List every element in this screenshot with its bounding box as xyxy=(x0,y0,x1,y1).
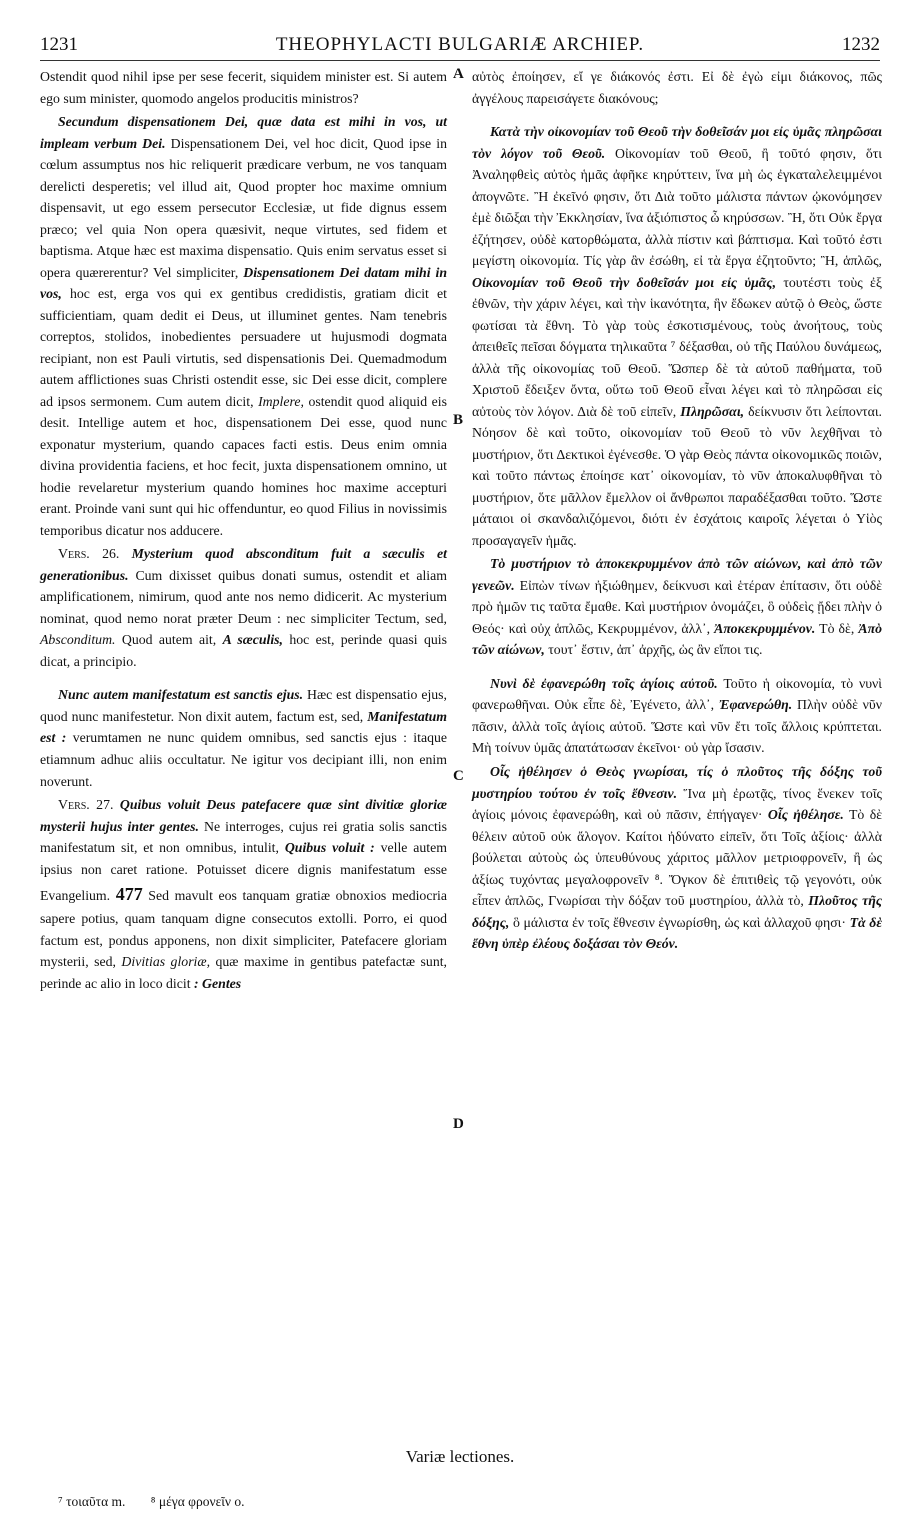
latin-text: Ne interroges, cujus rei gratia solis sanctis manifestatum sit, et non omnibus, intulit, xyxy=(40,818,447,856)
margin-letter-d: D xyxy=(453,1116,464,1132)
greek-paragraph xyxy=(472,673,882,759)
running-title: THEOPHYLACTI BULGARIÆ ARCHIEP. xyxy=(275,34,645,55)
latin-lemma: Dispensationem Dei datam mihi in vos, xyxy=(40,264,448,302)
latin-paragraph xyxy=(40,684,447,792)
latin-text: quæ maxime in gentibus patefactæ sunt, perinde ac alio in loco dicit xyxy=(40,954,447,991)
page-number-left: 1231 xyxy=(40,34,78,55)
latin-emphasis: Divitias gloriæ, xyxy=(121,954,211,970)
greek-paragraph xyxy=(472,553,882,661)
greek-text: Τὸ δὲ, xyxy=(815,620,859,636)
greek-lemma: Πλοῦτος τῆς δόξης, xyxy=(472,893,882,930)
greek-lemma: Τὸ μυστήριον τὸ ἀποκεκρυμμένον ἀπὸ τῶν αἰώνων, καὶ ἀπὸ τῶν γενεῶν. xyxy=(472,556,882,593)
greek-lemma: Ἀποκεκρυμμένον. xyxy=(714,620,816,636)
latin-text: Ostendit quod nihil ipse per sese fecerit, siquidem minister est. Si autem ego sum minister, quomodo angelos producitis ministros? xyxy=(40,69,447,106)
latin-text: ostendit quod aliquid eis desit. Intellige autem et hoc, dispensationem Dei esse, quod nunc exponatur mysterium, quando capaces facti estis. Deus enim omnia divina providentia faciens, et hoc fecit, juxta dispensationem omnino, ut hodie revelaretur mysterium quando homines hoc maxime accepturi erant. Proinde vani sunt qui hic offenduntur, eo quod Filius in novissimis temporibus dicatur nos adducere. xyxy=(40,393,447,538)
greek-text: ὃ μάλιστα ἐν τοῖς ἔθνεσιν ἐγνωρίσθη, ὡς καὶ ἀλλαχοῦ φησι· xyxy=(509,914,850,930)
greek-text: Εἰπὼν τίνων ἠξιώθημεν, δείκνυσι καὶ ἑτέραν ἐπίτασιν, ὅτι οὐδὲ πρὸ ἡμῶν τις ταῦτα ἔμαθε. Καὶ μυστήριον ὀνομάζει, ὃ οὐδεὶς ᾔδει πλὴν ὁ Θεός· καὶ οὐχ ἁπλῶς, Κεκρυμμένον, ἀλλ᾽, xyxy=(472,577,882,636)
greek-column xyxy=(472,66,882,957)
greek-lemma: Τὰ δὲ ἔθνη ὑπὲρ ἐλέους δοξάσαι τὸν Θεόν. xyxy=(472,914,882,952)
margin-letter-a: A xyxy=(453,66,464,82)
latin-column xyxy=(40,66,447,996)
latin-lemma: Quibus voluit Deus patefacere quæ sint divitiæ gloriæ mysterii hujus inter gentes. xyxy=(40,797,447,834)
greek-lemma: Οἷς ἠθέλησεν ὁ Θεὸς γνωρίσαι, τίς ὁ πλοῦτος τῆς δόξης τοῦ μυστηρίου τούτου ἐν τοῖς ἔθνεσιν. xyxy=(472,763,882,801)
greek-lemma: Νυνὶ δὲ ἐφανερώθη τοῖς ἁγίοις αὐτοῦ. xyxy=(490,675,718,691)
greek-lemma: Ἐφανερώθη. xyxy=(718,697,793,713)
greek-lemma: Οἰκονομίαν τοῦ Θεοῦ τὴν δοθεῖσάν μοι εἰς ὑμᾶς, xyxy=(472,274,777,290)
latin-text: Cum dixisset quibus donati sumus, ostendit et aliam amplificationem, nimirum, quod ante nos nemo didicerit. Ac mysterium nominat, quod nemo norat præter Deum : nec simpliciter Tectum, sed, xyxy=(40,567,447,626)
greek-text: τουτέστι τοὺς ἐξ ἐθνῶν, τὴν χάριν λέγει, καὶ τὴν ἱκανότητα, ἣν ἔδωκεν αὐτῷ ὁ Θεὸς, ὥστε φωτίσαι τὰ ἔθνη. Τὸ γὰρ τοὺς ἐσκοτισμένους, τοὺς ἀνοήτους, τοὺς ἀπειθεῖς πεῖσαι δόγματα τηλικαῦτα ⁷ δέξασθαι, οὐ τῆς Παύλου δυνάμεως, ἀλλὰ τῆς οἰκονομίας τοῦ Θεοῦ. Ὥσπερ δὲ τὰ αὐτοῦ παθήματα, τοῦ Χριστοῦ ἔδειξεν ὄντα, οὕτω τοῦ Θεοῦ εἶναι λέγει καὶ τὸ πληρῶσαι εἰς αὐτοὺς τὸν λόγον. Διὰ δὲ τοῦ εἰπεῖν, xyxy=(472,274,882,419)
greek-text: τουτ᾽ ἔστιν, ἀπ᾽ ἀρχῆς, ὡς ἂν εἴποι τις. xyxy=(544,642,763,658)
greek-lemma: Πληρῶσαι, xyxy=(680,403,745,419)
greek-text: δείκνυσιν ὅτι λείπονται. Νόησον δὲ καὶ τοῦτο, οἰκονομίαν τοῦ Θεοῦ τὸ νῦν λεχθῆναι τὸ μυστήριον, ὅτι Δεκτικοὶ ἐγένεσθε. Ὁ γὰρ Θεὸς πάντα οἰκονομικῶς ποιῶν, καὶ τοῦτο πάντως ἐποίησε κατ᾽ οἰκονομίαν, τὸ νῦν ἀποκαλυφθῆναι τὸ μυστήριον, ὅτε μᾶλλον ἔμελλον οἱ ἄνθρωποι παραδέξασθαι τοῦτο. Ὥστε μάταιοι οἱ σκανδαλιζόμενοι, διότι ἐν ἐσχάτοις καιροῖς λέγεται ὁ Υἱὸς προσαγαγεῖν ἡμᾶς. xyxy=(472,403,882,548)
page-number-right: 1232 xyxy=(842,34,880,55)
greek-text: Τοῦτο ἡ οἰκονομία, τὸ νυνὶ φανερωθῆναι. Οὐκ εἶπε δὲ, Ἐγένετο, ἀλλ᾽, xyxy=(472,675,882,713)
latin-text: hoc est, perinde quasi quis dicat, a principio. xyxy=(40,632,447,669)
latin-text: verumtamen ne nunc quidem omnibus, sed sanctis ejus : itaque etiamnum adhuc aliis occultatur. Ne igitur vos decipiant illi, non enim noverunt. xyxy=(40,730,447,789)
greek-text: αὐτὸς ἐποίησεν, εἴ γε διάκονός ἐστι. Εἰ δὲ ἐγὼ εἰμι διάκονος, πῶς ἀγγέλους παρεισάγετε διακόνους; xyxy=(472,69,882,106)
greek-paragraph xyxy=(472,761,882,955)
latin-lemma: Secundum dispensationem Dei, quæ data est mihi in vos, ut impleam verbum Dei. xyxy=(40,114,447,151)
greek-text: Οἰκονομίαν τοῦ Θεοῦ, ἢ τοῦτό φησιν, ὅτι Ἀναληφθεὶς αὐτὸς ἡμᾶς ἀφῆκε κηρύττειν, ἵνα μὴ ὡς ἐγκαταλελειμμένοι ἀπογνῶτε. Ἢ ἐκεῖνό φησιν, ὅτι Διὰ τοῦτο μάλιστα πάντων ᾠκονόμησεν ἐμὲ διῶξαι τὴν Ἐκκλησίαν, ἵνα ἀξιόπιστος ὦ κηρύσσων. Ἢ, ὅτι Οὐκ ἔργα ἐζήτησεν, οὐδὲ κατορθώματα, ἀλλὰ πίστιν καὶ βάπτισμα. Καὶ τοῦτό ἐστι μεγίστη οἰκονομία. Τίς γὰρ ἂν ἐσώθη, εἰ τὰ ἔργα ἐζητοῦντο; Ἢ, ἁπλῶς, xyxy=(472,145,882,269)
latin-lemma: Quibus voluit : xyxy=(284,840,375,856)
greek-text: Πλὴν οὐδὲ νῦν πᾶσιν, ἀλλὰ τοῖς ἁγίοις αὐτοῦ. Ὥστε καὶ νῦν ἔτι τοῖς ἄλλοις κρύπτεται. Μὴ τοίνυν ὑμᾶς ἀπατάτωσαν ἐκεῖνοι· οὐ γὰρ ἴσασιν. xyxy=(472,697,882,756)
latin-text: hoc est, erga vos qui ex gentibus credidistis, gratiam dicit et sufficientiam, quam dedit ei Deus, ut illuminet gentes. Nam tenebris correptos, stolidos, inobedientes persuadere ut hujusmodi dogmata recipiant, non est Pauli virtutis, sed dispensationis Dei. Quemadmodum autem afflictiones suas Christi ostendit esse, sic Dei esse dicit, complere ad ipsos sermonem. Cum autem dicit, xyxy=(40,286,447,409)
greek-lemma: Ἀπὸ τῶν αἰώνων, xyxy=(472,620,883,658)
latin-text: Dispensationem Dei, vel hoc dicit, Quod ipse in cœlum assumptus nos hic reliquerit prædicare verbum, ne vos tanquam derelicti desperetis; vel illud ait, Quod propter hoc maxime omnium dispensavit, ut ego essem persecutor Ecclesiæ, ut fide dignus essem præco; vel quia Non opera quæsivit, neque virtutes, sed fidem et baptisma. Atque hæc est maxima dispensatio. Quis enim servatus esset si opera quærerentur? Vel simpliciter, xyxy=(40,135,447,280)
footnote-7: ⁷ τοιαῦτα m. xyxy=(58,1494,126,1509)
margin-letter-b: B xyxy=(453,412,464,428)
variae-lectiones-heading: Variæ lectiones. xyxy=(405,1447,515,1466)
greek-lemma: Κατὰ τὴν οἰκονομίαν τοῦ Θεοῦ τὴν δοθεῖσάν μοι εἰς ὑμᾶς πληρῶσαι τὸν λόγον τοῦ Θεοῦ. xyxy=(472,124,882,161)
latin-lemma: : Gentes xyxy=(194,975,242,991)
greek-paragraph xyxy=(472,121,882,551)
footnotes xyxy=(58,1494,266,1510)
latin-paragraph xyxy=(40,543,447,672)
latin-lemma: Manifestatum est : xyxy=(40,708,447,746)
latin-text: velle autem ipsius non caret ratione. Potuisset dicere dignis manifestatum esse Evangelium. xyxy=(40,840,447,904)
latin-lemma: Nunc autem manifestatum est sanctis ejus. xyxy=(58,687,304,703)
latin-lemma: A sæculis, xyxy=(222,632,283,648)
verse-label: Vers. 27. xyxy=(58,797,114,813)
latin-emphasis: Absconditum. xyxy=(40,632,116,648)
running-header xyxy=(40,22,880,61)
latin-paragraph xyxy=(40,794,447,994)
latin-text: Quod autem ait, xyxy=(115,632,223,648)
verse-label: Vers. 26. xyxy=(58,546,120,562)
latin-emphasis: Implere, xyxy=(258,393,304,409)
margin-letter-c: C xyxy=(453,768,464,784)
column-number: 477 xyxy=(115,884,143,905)
greek-paragraph xyxy=(472,66,882,109)
greek-text: Τὸ δὲ θέλειν αὐτοῦ οὐκ ἄλογον. Καίτοι ἠδύνατο εἰπεῖν, ὅτι Τοῖς ἀξίοις· ἀλλὰ βούλεται αὐτοὺς ὡς ὑπευθύνους χάριτος μᾶλλον μετριοφρονεῖν, ἢ ὡς ἀξίως τυχόντας μεγαλοφρονεῖν ⁸. Ὄγκον δὲ ἐπιτιθεὶς τῷ γεγονότι, οὐκ εἶπεν ἁπλῶς, Γνωρίσαι τὴν δόξαν τοῦ μυστηρίου, ἀλλὰ τὸ, xyxy=(472,807,882,909)
latin-text: Hæc est dispensatio ejus, quod nunc manifestetur. Non dixit autem, factum est, sed, xyxy=(40,687,448,724)
latin-text: Sed mavult eos tanquam gratiæ obnoxios mediocria sapere potius, quam tanquam digne consecutos extolli. Porro, ei quod factum est, pondus apponens, non dixit simpliciter, Patefacere gloriam mysterii, sed, xyxy=(40,888,447,970)
latin-paragraph xyxy=(40,111,447,541)
latin-lemma: Mysterium quod absconditum fuit a sæculis et generationibus. xyxy=(40,546,447,583)
footnote-8: ⁸ μέγα φρονεῖν ο. xyxy=(150,1494,245,1509)
greek-lemma: Οἷς ἠθέλησε. xyxy=(767,807,844,823)
latin-paragraph xyxy=(40,66,447,109)
greek-text: Ἵνα μὴ ἐρωτᾷς, τίνος ἕνεκεν τοῖς ἁγίοις μόνοις ἐφανερώθη, καὶ οὐ πᾶσιν, ἐπήγαγεν· xyxy=(472,785,882,823)
